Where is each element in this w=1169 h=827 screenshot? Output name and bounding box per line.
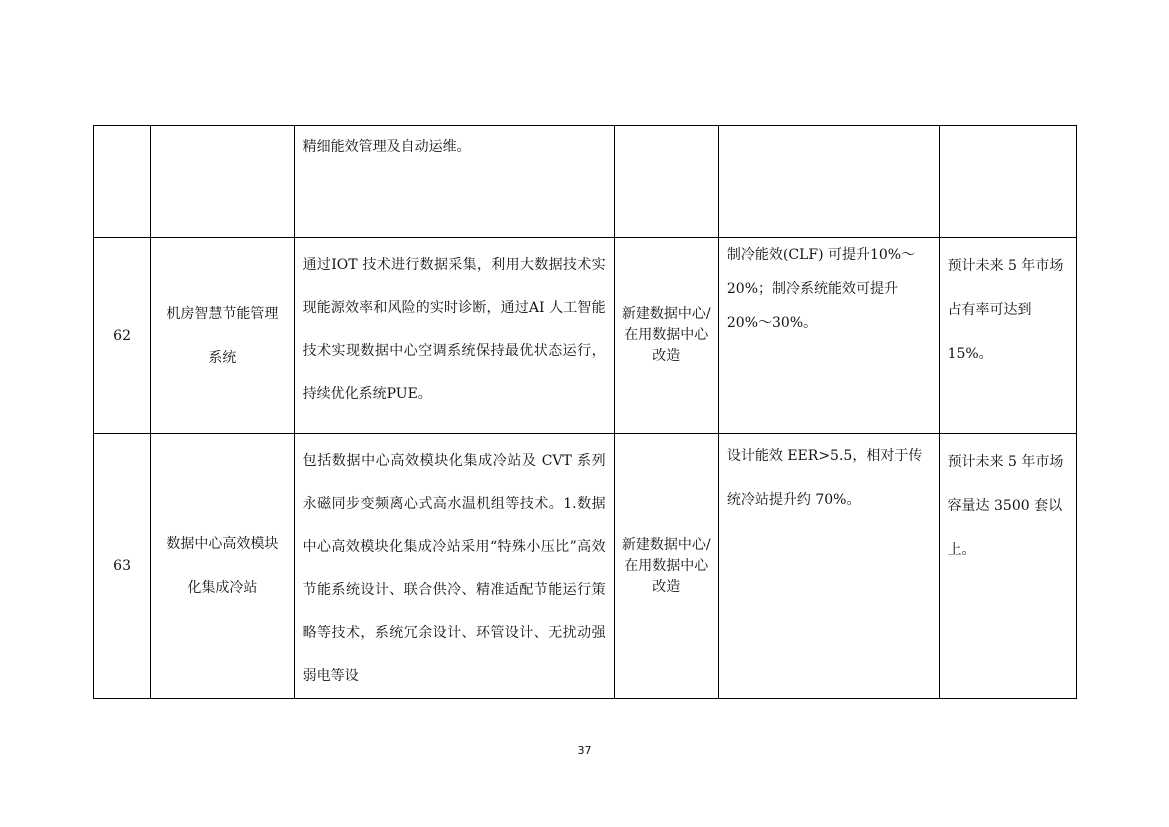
page-number: 37 [577, 744, 592, 757]
energy-saving-effect: 制冷能效(CLF) 可提升10%～20%；制冷系统能效可提升 20%～30%。 [726, 247, 916, 331]
row-number-cell [94, 434, 151, 699]
scenario-cell [614, 434, 718, 699]
table-row [94, 238, 1077, 434]
technology-name-cell [151, 126, 294, 238]
technology-name-cell [151, 238, 294, 434]
effect-cell [718, 238, 939, 434]
technology-content-cell [294, 434, 614, 699]
row-number: 62 [113, 327, 131, 344]
table-row [94, 126, 1077, 238]
row-number-cell [94, 238, 151, 434]
scenario-cell [614, 238, 718, 434]
market-prospect: 预计未来 5 年市场容量达 3500 套以上。 [947, 454, 1064, 558]
row-number-cell [94, 126, 151, 238]
effect-cell [718, 434, 939, 699]
application-scenario: 新建数据中心/在用数据中心改造 [621, 536, 711, 595]
table-row [94, 434, 1077, 699]
technology-table [93, 125, 1077, 699]
energy-saving-effect: 设计能效 EER>5.5，相对于传统冷站提升约 70%。 [726, 448, 923, 508]
technology-name: 机房智慧节能管理系统 [166, 305, 279, 366]
technology-content-cell [294, 126, 614, 238]
market-cell [939, 434, 1076, 699]
market-cell [939, 126, 1076, 238]
technology-name-cell [151, 434, 294, 699]
technology-content: 包括数据中心高效模块化集成冷站及 CVT 系列永磁同步变频离心式高水温机组等技术。1.数据中心高效模块化集成冷站采用“特殊小压比”高效节能系统设计、联合供冷、精准适配节能运行策略等技术，系统冗余设计、环管设计、无扰动强弱电等设 [302, 453, 606, 684]
row-number: 63 [113, 558, 131, 574]
effect-cell [718, 126, 939, 238]
market-prospect: 预计未来 5 年市场占有率可达到15%。 [947, 258, 1064, 362]
application-scenario: 新建数据中心/在用数据中心改造 [621, 306, 711, 364]
technology-content: 精细能效管理及自动运维。 [302, 139, 471, 155]
technology-content: 通过IOT 技术进行数据采集，利用大数据技术实现能源效率和风险的实时诊断，通过AI 人工智能技术实现数据中心空调系统保持最优状态运行，持续优化系统PUE。 [302, 257, 606, 402]
market-cell [939, 238, 1076, 434]
technology-name: 数据中心高效模块化集成冷站 [166, 536, 279, 596]
technology-content-cell [294, 238, 614, 434]
scenario-cell [614, 126, 718, 238]
